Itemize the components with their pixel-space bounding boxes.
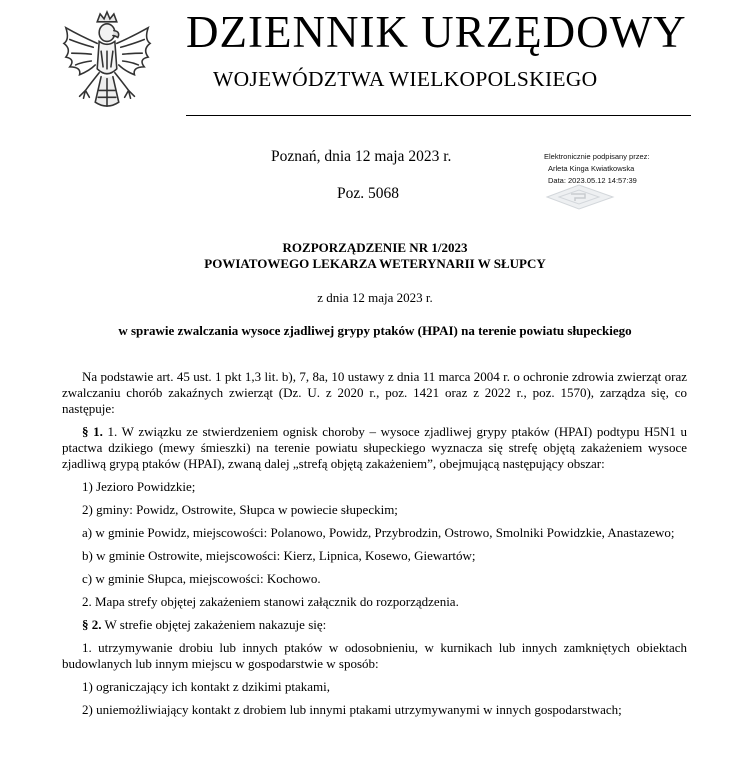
list-item: 1) Jezioro Powidzkie; xyxy=(82,479,196,494)
gazette-title: DZIENNIK URZĘDOWY xyxy=(186,7,687,57)
act-subject: w sprawie zwalczania wysoce zjadliwej grypy ptaków (HPAI) na terenie powiatu słupeckiego xyxy=(118,323,632,338)
list-item: 2) gminy: Powidz, Ostrowite, Słupca w powiecie słupeckim; xyxy=(82,502,398,517)
list-item: a) w gminie Powidz, miejscowości: Polanowo, Powidz, Przybrodzin, Ostrowo, Smolniki Powidzkie, Anastazewo; xyxy=(82,525,675,540)
electronic-signature-block xyxy=(544,151,649,187)
act-title-line-2: POWIATOWEGO LEKARZA WETERYNARII W SŁUPCY xyxy=(204,256,546,271)
section-2-marker: § 2. xyxy=(82,617,102,632)
list-item: 1) ograniczający ich kontakt z dzikimi ptakami, xyxy=(82,679,330,694)
act-title-line-1: ROZPORZĄDZENIE NR 1/2023 xyxy=(282,240,468,255)
list-item: c) w gminie Słupca, miejscowości: Kochowo. xyxy=(82,571,321,586)
paragraph-2: § 2. W strefie objętej zakażeniem nakazuje się: xyxy=(82,617,327,632)
paragraph-1: § 1. 1. W związku ze stwierdzeniem ognisk choroby – wysoce zjadliwej grypy ptaków (HPAI) podtypu H5N1 u ptactwa dzikiego (mewy śmieszki) na terenie powiatu słupeckiego wyznacza się strefę objętą zakażeniem wysoce zjadliwą grypą ptaków (HPAI), zwaną dalej „strefą objętą zakażeniem”, obejmującą następujący obszar: xyxy=(62,424,687,471)
place-and-date: Poznań, dnia 12 maja 2023 r. xyxy=(271,148,452,165)
gazette-subtitle: WOJEWÓDZTWA WIELKOPOLSKIEGO xyxy=(213,67,598,91)
document-body xyxy=(62,369,687,725)
act-date: z dnia 12 maja 2023 r. xyxy=(317,290,433,305)
white-eagle-emblem-icon xyxy=(58,8,156,116)
list-item: 2) uniemożliwiający kontakt z drobiem lub innymi ptakami utrzymywanymi w innych gospodarstwach; xyxy=(82,702,622,717)
position-number: Poz. 5068 xyxy=(337,185,399,202)
list-item: b) w gminie Ostrowite, miejscowości: Kierz, Lipnica, Kosewo, Giewartów; xyxy=(82,548,476,563)
paragraph-map: 2. Mapa strefy objętej zakażeniem stanowi załącznik do rozporządzenia. xyxy=(82,594,459,609)
section-1-marker: § 1. xyxy=(82,424,103,439)
signature-line-1: Elektronicznie podpisany przez: xyxy=(544,152,650,161)
list-item: 1. utrzymywanie drobiu lub innych ptaków w odosobnieniu, w kurnikach lub innych zamkniętych obiektach budowlanych lub innym miejscu w gospodarstwie w sposób: xyxy=(62,640,687,671)
header-rule xyxy=(186,115,691,116)
signature-signer: Arleta Kinga Kwiatkowska xyxy=(548,164,635,173)
legal-basis-paragraph: Na podstawie art. 45 ust. 1 pkt 1,3 lit. b), 7, 8a, 10 ustawy z dnia 11 marca 2004 r. o ochronie zdrowia zwierząt oraz zwalczaniu chorób zakaźnych zwierząt (Dz. U. z 2020 r., poz. 1421 oraz z 2022 r., poz. 1570), zarządza się, co następuje: xyxy=(62,369,687,416)
signature-stamp-icon xyxy=(545,183,615,211)
signature-date: Data: 2023.05.12 14:57:39 xyxy=(548,176,637,185)
